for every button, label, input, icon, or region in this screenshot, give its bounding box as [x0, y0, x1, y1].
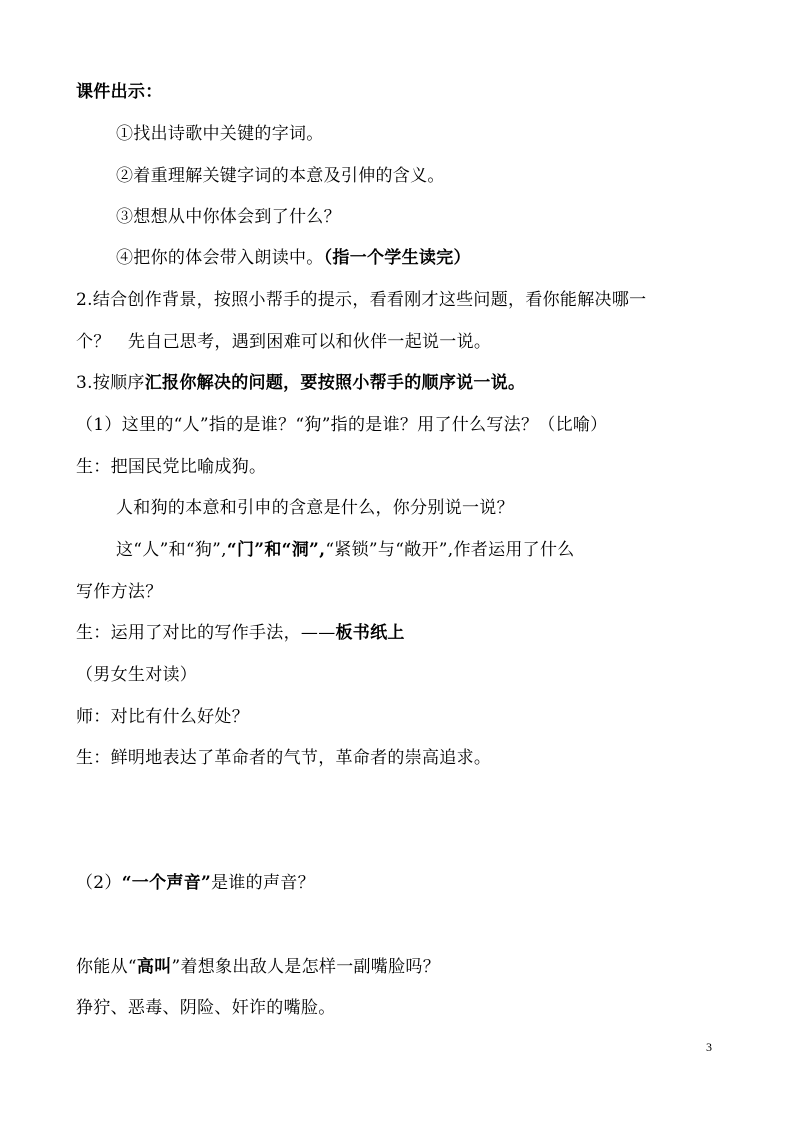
- page-number: 3: [706, 1040, 712, 1054]
- prompt-item-4-note: （指一个学生读完）: [323, 248, 471, 268]
- question-2b-part-1: 你能从“: [76, 957, 137, 977]
- step-3-bold: 汇报你解决的问题，要按照小帮手的顺序说一说。: [144, 373, 526, 393]
- student-answer-3: 生：鲜明地表达了革命者的气节，革命者的崇高追求。: [76, 748, 492, 768]
- answer-2b: 狰狞、恶毒、阴险、奸诈的嘴脸。: [76, 998, 336, 1018]
- student-answer-2-board: 板书纸上: [335, 623, 405, 643]
- prompt-item-2: ②着重理解关键字词的本意及引伸的含义。: [116, 166, 445, 186]
- question-1c-part-1: 这“人”和“狗”,: [116, 540, 227, 560]
- reading-note: （男女生对读）: [76, 665, 198, 685]
- question-2b-part-3: ”着想象出敌人是怎样一副嘴脸吗？: [171, 957, 441, 977]
- step-3: [76, 371, 525, 395]
- prompt-item-4: [116, 246, 471, 270]
- step-2-line-2: 个？ 先自己思考，遇到困难可以和伙伴一起说一说。: [76, 332, 492, 352]
- prompt-item-4-text: ④把你的体会带入朗读中。: [116, 248, 324, 268]
- courseware-heading: 课件出示：: [76, 82, 163, 102]
- teacher-question: 师：对比有什么好处？: [76, 707, 249, 727]
- question-2b-bold: 高叫: [136, 957, 172, 977]
- question-1b: 人和狗的本意和引申的含意是什么，你分别说一说？: [116, 498, 514, 518]
- student-answer-2-text: 生：运用了对比的写作手法，——: [76, 623, 336, 643]
- question-2-text: 是谁的声音？: [211, 873, 315, 893]
- question-1c-line-1: [116, 538, 575, 562]
- student-answer-1: 生：把国民党比喻成狗。: [76, 457, 267, 477]
- question-2-bold: “一个声音”: [121, 873, 212, 893]
- question-1c-part-3: “紧锁”与“敞开”,作者运用了什么: [325, 540, 575, 560]
- step-3-prefix: 3.按顺序: [76, 373, 145, 393]
- question-1c-line-2: 写作方法？: [76, 582, 163, 602]
- question-2: [76, 871, 315, 895]
- question-1c-part-2: “门”和“洞”,: [226, 540, 326, 560]
- question-2-num: （2）: [76, 873, 122, 893]
- student-answer-2: [76, 621, 405, 645]
- question-2b: [76, 955, 440, 979]
- prompt-item-1: ①找出诗歌中关键的字词。: [116, 124, 324, 144]
- prompt-item-3: ③想想从中你体会到了什么？: [116, 207, 341, 227]
- step-2-line-1: 2.结合创作背景，按照小帮手的提示，看看刚才这些问题，看你能解决哪一: [76, 290, 647, 310]
- question-1: （1）这里的“人”指的是谁？“狗”指的是谁？用了什么写法？（比喻）: [76, 415, 608, 435]
